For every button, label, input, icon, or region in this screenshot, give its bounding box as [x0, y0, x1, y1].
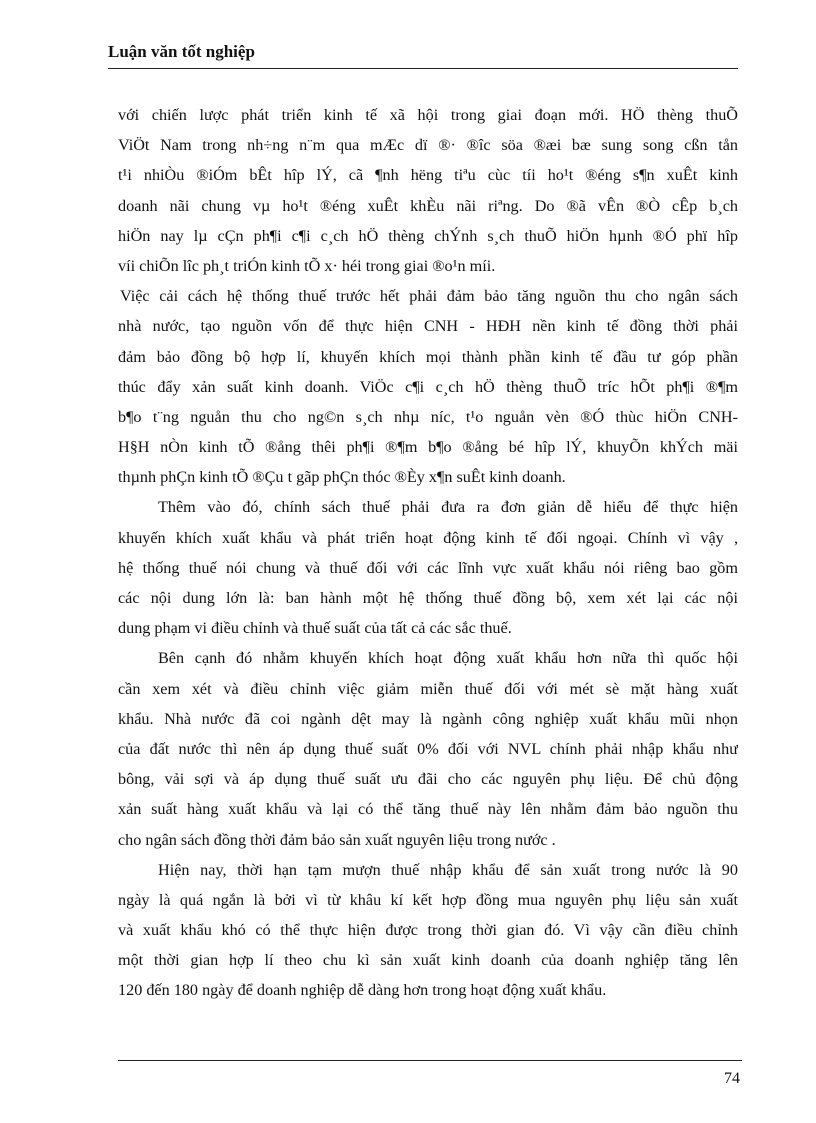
text-line: hệ thống thuế nói chung và thuế đối với các lĩnh vực xuất khẩu nói riêng bao gồm — [118, 558, 738, 577]
text-line: dung phạm vi điều chỉnh và thuế suất của tất cả các sắc thuế. — [118, 619, 512, 638]
text-line: cần xem xét và điều chỉnh việc giảm miễn thuế đối với mét sè mặt hàng xuất — [118, 679, 738, 698]
text-line: khẩu. Nhà nước đã coi ngành dệt may là ngành công nghiệp xuất khẩu mũi nhọn — [118, 709, 738, 728]
text-line: với chiến lược phát triển kinh tế xã hội trong giai đoạn mới. HÖ thèng thuÕ — [118, 106, 738, 124]
page-header-title: Luận văn tốt nghiệp — [108, 42, 255, 61]
page-number: 74 — [724, 1070, 740, 1087]
text-line: của đất nước thì nên áp dụng thuế suất 0% đối với NVL chính phải nhập khẩu như — [118, 739, 738, 758]
text-line: một thời gian hợp lí theo chu kì sản xuất kinh doanh của doanh nghiệp tăng lên — [118, 951, 738, 970]
text-line: bông, vải sợi và áp dụng thuế suất ưu đãi cho các nguyên phụ liệu. Để chủ động — [118, 770, 738, 789]
text-line: thúc đẩy xản suất kinh doanh. ViÖc c¶i c¸ch hÖ thèng thuÕ tríc hÕt ph¶i ®¶m — [118, 377, 738, 396]
text-line: doanh nãi chung vµ ho¹t ®éng xuÊt khÈu nãi riªng. Do ®ã vÊn ®Ò cÊp b¸ch — [118, 196, 738, 215]
text-line: xản suất hàng xuất khẩu và lại có thể tăng thuế này lên nhằm đảm bảo nguồn thu — [118, 800, 738, 819]
text-line: Việc cải cách hệ thống thuế trước hết phải đảm bảo tăng nguồn thu cho ngân sách — [120, 287, 738, 306]
text-line: cho ngân sách đồng thời đảm bảo sản xuất nguyên liệu trong nước . — [118, 830, 556, 849]
text-line: ViÖt Nam trong nh÷ng n¨m qua mÆc dï ®· ®îc söa ®æi bæ sung song cßn tån — [118, 136, 738, 155]
text-line: thµnh phÇn kinh tÕ ®Çu t gãp phÇn thóc ®Èy x¶n suÊt kinh doanh. — [118, 468, 566, 487]
header-divider — [108, 68, 738, 69]
text-line: và xuất khẩu khó có thể thực hiện được trong thời gian đó. Vì vậy cần điều chỉnh — [118, 921, 738, 940]
text-line: đảm bảo đồng bộ hợp lí, khuyến khích mọi thành phần kinh tế đầu tư góp phần — [118, 347, 738, 366]
text-line: ngày là quá ngắn là bởi vì từ khâu kí kết hợp đồng mua nguyên phụ liệu sản xuất — [118, 890, 738, 909]
text-line: b¶o t¨ng nguån thu cho ng©n s¸ch nhµ níc, t¹o nguån vèn ®Ó thùc hiÖn CNH- — [118, 407, 738, 426]
text-line: Bên cạnh đó nhằm khuyến khích hoạt động xuất khẩu hơn nữa thì quốc hội — [158, 649, 738, 668]
text-line: Thêm vào đó, chính sách thuế phải đưa ra đơn giản dễ hiểu để thực hiện — [158, 498, 738, 517]
text-line: Hiện nay, thời hạn tạm mượn thuế nhập khẩu để sản xuất trong nước là 90 — [158, 860, 738, 879]
text-line: H§H nÒn kinh tÕ ®ång thêi ph¶i ®¶m b¶o ®ång bé hîp lÝ, khuyÕn khÝch mäi — [118, 438, 738, 457]
text-line: víi chiÕn lîc ph¸t triÓn kinh tÕ x· héi trong giai ®o¹n míi. — [118, 256, 496, 275]
document-body — [118, 100, 738, 1006]
text-line: nhà nước, tạo nguồn vốn để thực hiện CNH - HĐH nền kinh tế đồng thời phải — [118, 317, 738, 336]
text-line: 120 đến 180 ngày để doanh nghiệp dễ dàng hơn trong hoạt động xuất khẩu. — [118, 981, 607, 1000]
text-line: t¹i nhiÒu ®iÓm bÊt hîp lÝ, cã ¶nh hëng tiªu cùc tíi ho¹t ®éng s¶n xuÊt kinh — [118, 166, 738, 185]
text-line: khuyến khích xuất khẩu và phát triển hoạt động kinh tế đối ngoại. Chính vì vậy , — [118, 528, 738, 547]
footer-divider — [118, 1060, 742, 1061]
text-line: hiÖn nay lµ cÇn ph¶i c¶i c¸ch hÖ thèng chÝnh s¸ch thuÕ hiÖn hµnh ®Ó phï hîp — [118, 226, 738, 245]
text-line: các nội dung lớn là: ban hành một hệ thống thuế đồng bộ, xem xét lại các nội — [118, 589, 738, 607]
